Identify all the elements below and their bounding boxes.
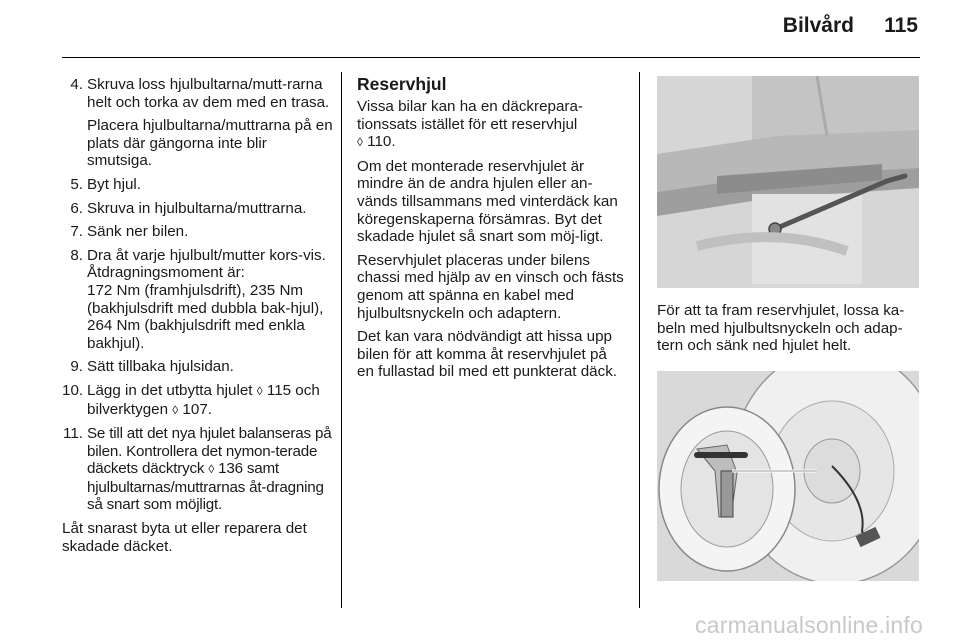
paragraph [357, 98, 625, 152]
header-rule [62, 57, 920, 58]
list-item-number: 7. [70, 223, 83, 241]
column-1 [62, 76, 334, 561]
figure-caption: För att ta fram reservhjulet, lossa ka-beln med hjulbultsnyckeln och adap-tern och sänk ned hjulet helt. [657, 302, 905, 355]
paragraph: Om det monterade reservhjulet är mindre än de andra hjulen eller an-vänds tillsammans med vinterdäck kan köregenskaperna försämras. Byt det skadade hjulet så snart som möj-ligt. [357, 157, 618, 246]
list-item-text: Skruva loss hjulbultarna/mutt-rarna helt och torka av dem med en trasa. [87, 76, 330, 111]
list-item-text [87, 425, 334, 514]
page-ref-icon: ◊ [208, 462, 215, 477]
list-item-text: Byt hjul. [87, 175, 142, 193]
text-run: 136 samt hjulbultarnas/muttrarnas åt-dragning så snart som möjligt. [87, 460, 324, 514]
list-item [62, 247, 334, 353]
closing-paragraph: Låt snarast byta ut eller reparera det skadade däcket. [62, 520, 307, 555]
list-item-number: 9. [70, 358, 83, 376]
paragraph: Reservhjulet placeras under bilens chassi med hjälp av en vinsch och fästs genom att spänna en kabel med hjulbultsnyckeln och adaptern. [357, 251, 624, 322]
list-item-number: 6. [70, 199, 83, 217]
list-item [62, 358, 334, 376]
column-3 [657, 76, 921, 581]
figure-spare-wheel [657, 371, 919, 581]
list-item-text: Sänk ner bilen. [87, 223, 189, 241]
list-item-text: Skruva in hjulbultarna/muttrarna. [87, 199, 307, 217]
list-item-text: Dra åt varje hjulbult/mutter kors-vis. Åtdragningsmoment är: [87, 246, 326, 282]
column-divider-2 [639, 72, 640, 608]
list-item-number: 11. [63, 425, 83, 443]
page-ref-icon: ◊ [256, 383, 263, 398]
page-header-title: Bilvård [782, 14, 854, 37]
text-run: Se till att det nya hjulet balanseras på bilen. Kontrollera det nymon-terade däckets däcktryck [87, 425, 332, 478]
list-item [62, 425, 334, 514]
page-ref-icon: ◊ [357, 135, 363, 150]
list-item-number: 5. [70, 175, 83, 193]
figure-wheel-wrench [657, 76, 919, 288]
wheel-wrench-illustration [657, 76, 919, 288]
text-run: Vissa bilar kan ha en däckrepara-tionssats istället för ett reservhjul [357, 98, 583, 133]
list-item-number: 8. [70, 246, 83, 264]
list-item [62, 382, 334, 419]
paragraph: Det kan vara nödvändigt att hissa upp bilen för att komma åt reservhjulet på en fullastad bil med ett punkterat däck. [357, 328, 618, 381]
text-run: 115 och bilverktygen [87, 381, 320, 418]
watermark: carmanualsonline.info [695, 612, 923, 638]
spare-wheel-illustration [657, 371, 919, 581]
text-run: 107. [178, 400, 212, 418]
list-item [62, 76, 334, 170]
list-item [62, 200, 334, 218]
list-item-number: 10. [62, 381, 84, 399]
text-run: 110. [362, 133, 396, 151]
list-item-text: Placera hjulbultarna/muttrarna på en plats där gängorna inte blir smutsiga. [87, 117, 333, 170]
text-run: Lägg in det utbytta hjulet [87, 381, 257, 399]
list-item [62, 176, 334, 194]
section-title: Reservhjul [357, 74, 447, 94]
column-divider-1 [341, 72, 342, 608]
column-2 [357, 76, 625, 387]
list-item-number: 4. [70, 76, 83, 93]
list-item [62, 223, 334, 241]
list-item-text [87, 382, 334, 419]
list-item-text: Sätt tillbaka hjulsidan. [87, 358, 234, 376]
page-ref-icon: ◊ [172, 402, 179, 417]
page-number: 115 [884, 14, 918, 37]
list-item-text: 172 Nm (framhjulsdrift), 235 Nm (bakhjulsdrift med dubbla bak-hjul), 264 Nm (bakhjulsdrift med enkla bakhjul). [87, 281, 324, 352]
